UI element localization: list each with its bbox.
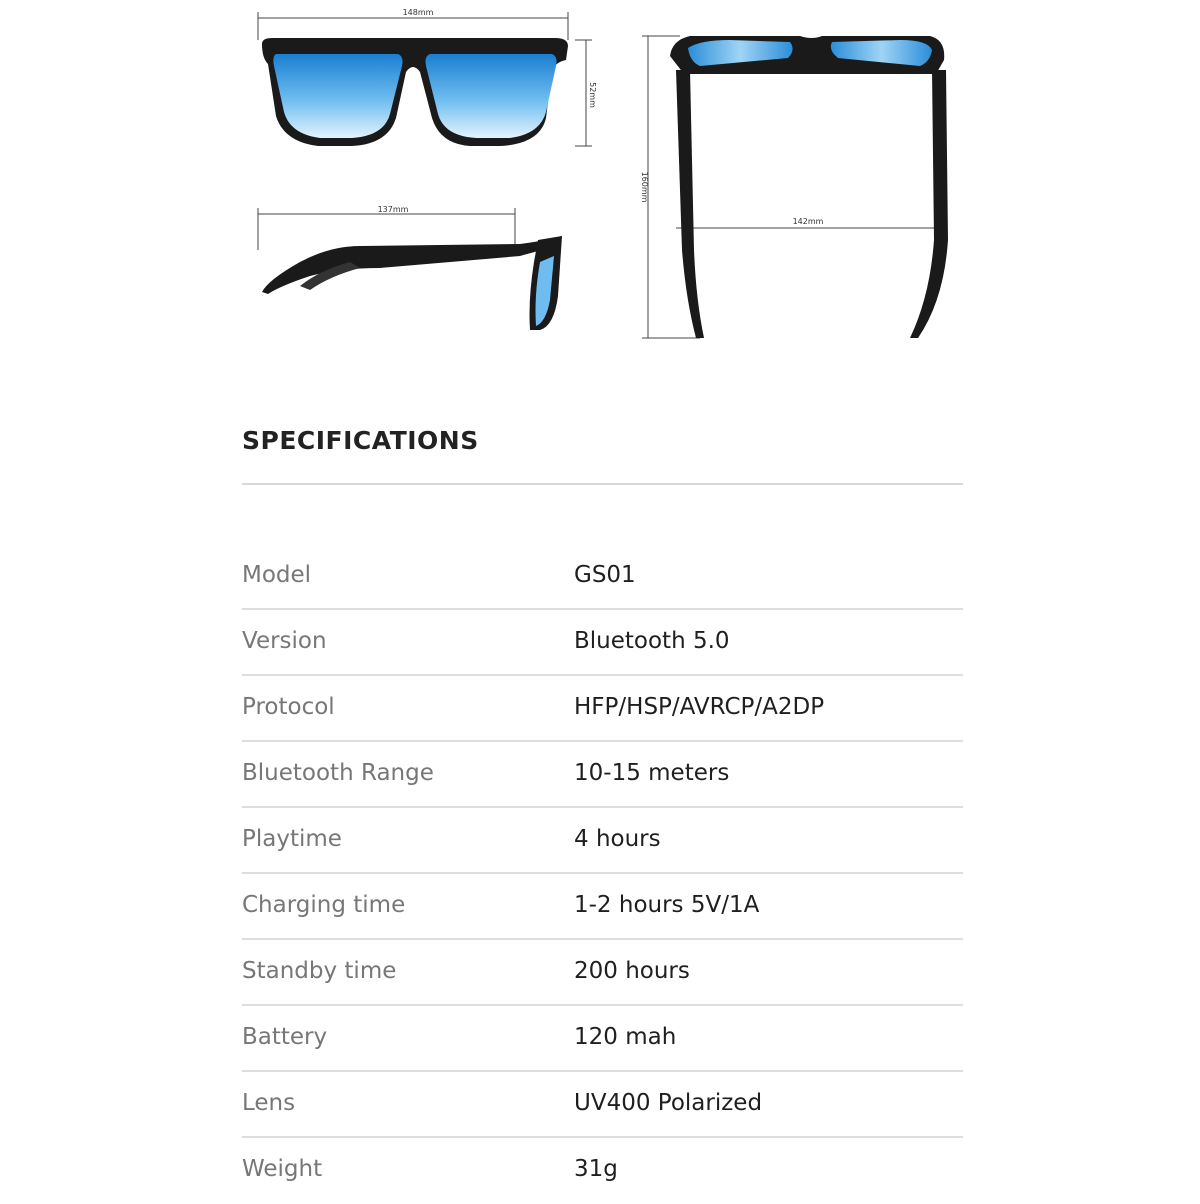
side-length-label: 137mm: [377, 205, 409, 214]
spec-value: HFP/HSP/AVRCP/A2DP: [574, 694, 825, 720]
spec-label: Lens: [242, 1090, 296, 1116]
spec-row-lens: [242, 1072, 963, 1138]
top-width-label: 142mm: [792, 217, 824, 226]
spec-label: Playtime: [242, 826, 342, 852]
spec-value: Bluetooth 5.0: [574, 628, 730, 654]
spec-label: Battery: [242, 1024, 328, 1050]
spec-row-protocol: [242, 676, 963, 742]
top-view-diagram: [640, 36, 948, 338]
front-height-label: 52mm: [588, 82, 597, 108]
heading-divider: [242, 483, 963, 485]
spec-value: GS01: [574, 562, 636, 588]
spec-value: UV400 Polarized: [574, 1090, 763, 1116]
front-view-diagram: [258, 8, 597, 146]
spec-row-standby-time: [242, 940, 963, 1006]
dimension-diagram-svg: [0, 0, 1200, 360]
spec-label: Bluetooth Range: [242, 760, 434, 786]
spec-label: Weight: [242, 1156, 323, 1182]
spec-label: Model: [242, 562, 312, 588]
spec-value: 200 hours: [574, 958, 690, 984]
spec-label: Charging time: [242, 892, 406, 918]
spec-row-version: [242, 610, 963, 676]
front-right-lens: [426, 54, 557, 138]
spec-row-battery: [242, 1006, 963, 1072]
spec-label: Version: [242, 628, 327, 654]
spec-value: 1-2 hours 5V/1A: [574, 892, 760, 918]
product-dimension-diagrams: [0, 0, 1200, 360]
spec-row-bluetooth-range: [242, 742, 963, 808]
specifications-heading: SPECIFICATIONS: [242, 426, 479, 455]
front-left-lens: [273, 54, 402, 138]
spec-label: Standby time: [242, 958, 397, 984]
spec-row-charging-time: [242, 874, 963, 940]
spec-value: 31g: [574, 1156, 618, 1182]
top-depth-label: 160mm: [640, 171, 649, 203]
spec-label: Protocol: [242, 694, 335, 720]
spec-value: 4 hours: [574, 826, 661, 852]
spec-value: 10-15 meters: [574, 760, 730, 786]
side-view-diagram: [258, 205, 562, 330]
spec-row-playtime: [242, 808, 963, 874]
front-width-label: 148mm: [402, 8, 434, 17]
spec-value: 120 mah: [574, 1024, 677, 1050]
spec-row-model: [242, 544, 963, 610]
spec-row-weight: [242, 1138, 963, 1204]
top-left-temple: [676, 70, 704, 338]
specifications-table: [242, 544, 963, 1204]
top-right-temple: [910, 70, 948, 338]
